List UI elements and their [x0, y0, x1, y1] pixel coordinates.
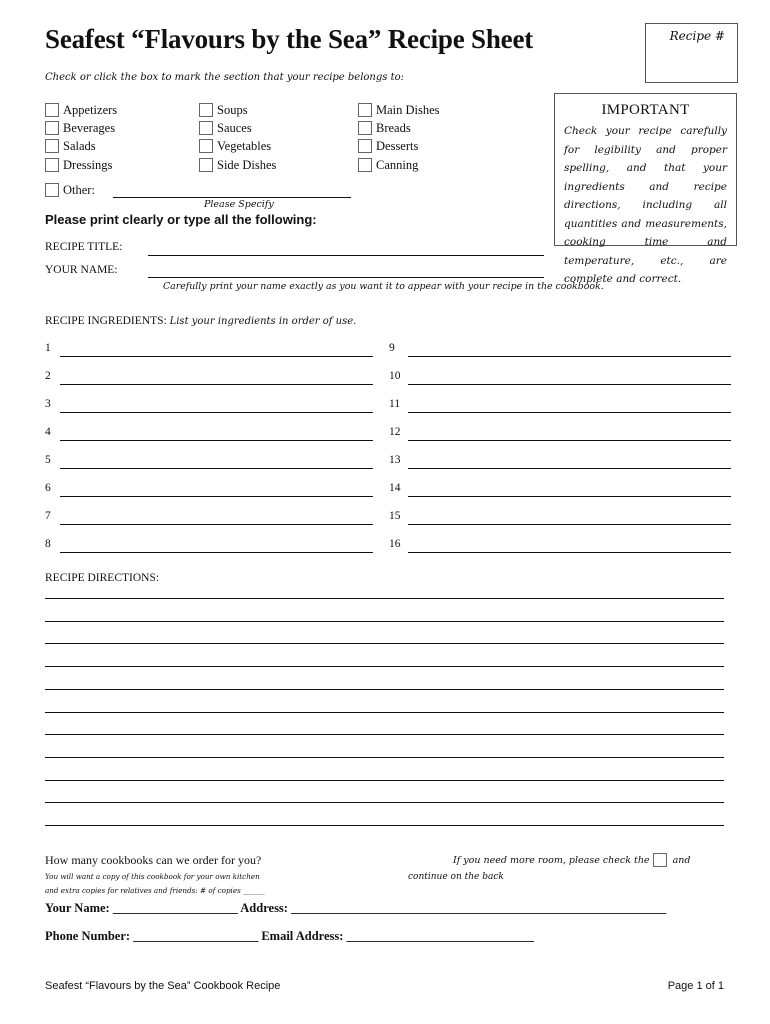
direction-line-input[interactable] [45, 734, 724, 735]
checkbox[interactable] [45, 183, 59, 197]
ingredient-number: 15 [389, 510, 401, 522]
ingredient-number: 14 [389, 482, 401, 494]
category-vegetables[interactable]: Vegetables [199, 138, 276, 154]
category-column-2 [199, 102, 276, 173]
ingredient-number: 8 [45, 538, 51, 550]
contact-name-field[interactable]: Your Name: ____________________ [45, 901, 238, 915]
checkbox[interactable] [45, 121, 59, 135]
checkbox[interactable] [199, 103, 213, 117]
contact-address-field[interactable]: Address: ____________________________________________________________ [240, 901, 667, 915]
direction-line-input[interactable] [45, 643, 724, 644]
ingredient-input[interactable] [60, 440, 373, 441]
important-title: IMPORTANT [601, 102, 690, 118]
direction-line-input[interactable] [45, 780, 724, 781]
checkbox[interactable] [199, 158, 213, 172]
direction-line-input[interactable] [45, 621, 724, 622]
footer-title: Seafest “Flavours by the Sea” Cookbook Recipe [45, 980, 281, 992]
other-specify-input[interactable] [113, 197, 351, 198]
ingredient-input[interactable] [408, 552, 731, 553]
ingredient-number: 11 [389, 398, 401, 410]
ingredient-input[interactable] [408, 384, 731, 385]
direction-line-input[interactable] [45, 666, 724, 667]
print-clearly-heading: Please print clearly or type all the following: [45, 212, 317, 227]
ingredient-input[interactable] [60, 468, 373, 469]
ingredient-number: 2 [45, 370, 51, 382]
important-text: Check your recipe carefully for legibility and proper spelling, and that your ingredients and recipe directions, including all quantities and measurements, cooking time and temperature, etc., are complete and correct. [564, 125, 727, 285]
ingredient-input[interactable] [60, 524, 373, 525]
category-appetizers[interactable]: Appetizers [45, 102, 117, 118]
recipe-number-label: Recipe # [669, 29, 725, 43]
page-title: Seafest “Flavours by the Sea” Recipe Sheet [45, 24, 534, 54]
ingredient-number: 1 [45, 342, 51, 354]
ingredient-number: 4 [45, 426, 51, 438]
checkbox[interactable] [199, 121, 213, 135]
ingredient-number: 12 [389, 426, 401, 438]
recipe-title-label: RECIPE TITLE: [45, 241, 123, 253]
category-column-3 [358, 102, 440, 173]
ingredient-input[interactable] [408, 524, 731, 525]
ingredient-input[interactable] [60, 496, 373, 497]
category-soups[interactable]: Soups [199, 102, 276, 118]
order-note-1: You will want a copy of this cookbook for your own kitchen [45, 872, 260, 881]
more-room-checkbox[interactable] [653, 853, 667, 867]
category-salads[interactable]: Salads [45, 138, 117, 154]
direction-line-input[interactable] [45, 689, 724, 690]
ingredient-input[interactable] [60, 412, 373, 413]
directions-label: RECIPE DIRECTIONS: [45, 572, 160, 584]
ingredient-number: 16 [389, 538, 401, 550]
ingredient-number: 10 [389, 370, 401, 382]
your-name-input[interactable] [148, 277, 544, 278]
category-main-dishes[interactable]: Main Dishes [358, 102, 440, 118]
category-other[interactable]: Other: [45, 182, 95, 198]
ingredient-number: 5 [45, 454, 51, 466]
ingredient-input[interactable] [408, 356, 731, 357]
continue-on-back: continue on the back [408, 872, 504, 882]
ingredients-label: RECIPE INGREDIENTS: [45, 315, 167, 327]
name-note: Carefully print your name exactly as you want it to appear with your recipe in the cookbook. [163, 281, 604, 292]
recipe-number-box[interactable] [645, 23, 738, 83]
ingredients-note: List your ingredients in order of use. [169, 316, 357, 327]
your-name-label: YOUR NAME: [45, 264, 118, 276]
more-room-note [453, 853, 690, 867]
ingredient-number: 3 [45, 398, 51, 410]
order-note-2: and extra copies for relatives and friends: # of copies ______ [45, 886, 265, 895]
category-dressings[interactable]: Dressings [45, 157, 117, 173]
checkbox[interactable] [358, 121, 372, 135]
checkbox[interactable] [358, 103, 372, 117]
ingredient-input[interactable] [408, 412, 731, 413]
direction-line-input[interactable] [45, 757, 724, 758]
contact-row-1 [45, 901, 666, 916]
ingredient-input[interactable] [60, 552, 373, 553]
category-instruction: Check or click the box to mark the section that your recipe belongs to: [45, 72, 404, 83]
ingredient-input[interactable] [60, 384, 373, 385]
category-sauces[interactable]: Sauces [199, 120, 276, 136]
ingredients-heading [45, 315, 356, 327]
footer-page-number: Page 1 of 1 [667, 980, 724, 992]
category-side-dishes[interactable]: Side Dishes [199, 157, 276, 173]
ingredient-input[interactable] [60, 356, 373, 357]
contact-phone-field[interactable]: Phone Number: ____________________ [45, 929, 259, 943]
checkbox[interactable] [45, 158, 59, 172]
category-column-1 [45, 102, 117, 173]
category-beverages[interactable]: Beverages [45, 120, 117, 136]
more-room-and: and [672, 854, 691, 866]
ingredient-number: 9 [389, 342, 395, 354]
ingredient-number: 13 [389, 454, 401, 466]
checkbox[interactable] [358, 139, 372, 153]
ingredient-number: 7 [45, 510, 51, 522]
category-breads[interactable]: Breads [358, 120, 440, 136]
category-canning[interactable]: Canning [358, 157, 440, 173]
checkbox[interactable] [358, 158, 372, 172]
please-specify-label: Please Specify [204, 199, 274, 210]
direction-line-input[interactable] [45, 802, 724, 803]
ingredient-number: 6 [45, 482, 51, 494]
ingredient-input[interactable] [408, 468, 731, 469]
direction-line-input[interactable] [45, 712, 724, 713]
important-notice [554, 93, 737, 285]
more-room-text: If you need more room, please check the [453, 854, 650, 866]
checkbox[interactable] [199, 139, 213, 153]
checkbox[interactable] [45, 103, 59, 117]
category-desserts[interactable]: Desserts [358, 138, 440, 154]
recipe-title-input[interactable] [148, 255, 544, 256]
ingredient-input[interactable] [408, 440, 731, 441]
direction-line-input[interactable] [45, 825, 724, 826]
ingredient-input[interactable] [408, 496, 731, 497]
contact-row-2 [45, 929, 534, 944]
contact-email-field[interactable]: Email Address: ______________________________ [261, 929, 535, 943]
checkbox[interactable] [45, 139, 59, 153]
order-question: How many cookbooks can we order for you? [45, 853, 262, 867]
direction-line-input[interactable] [45, 598, 724, 599]
